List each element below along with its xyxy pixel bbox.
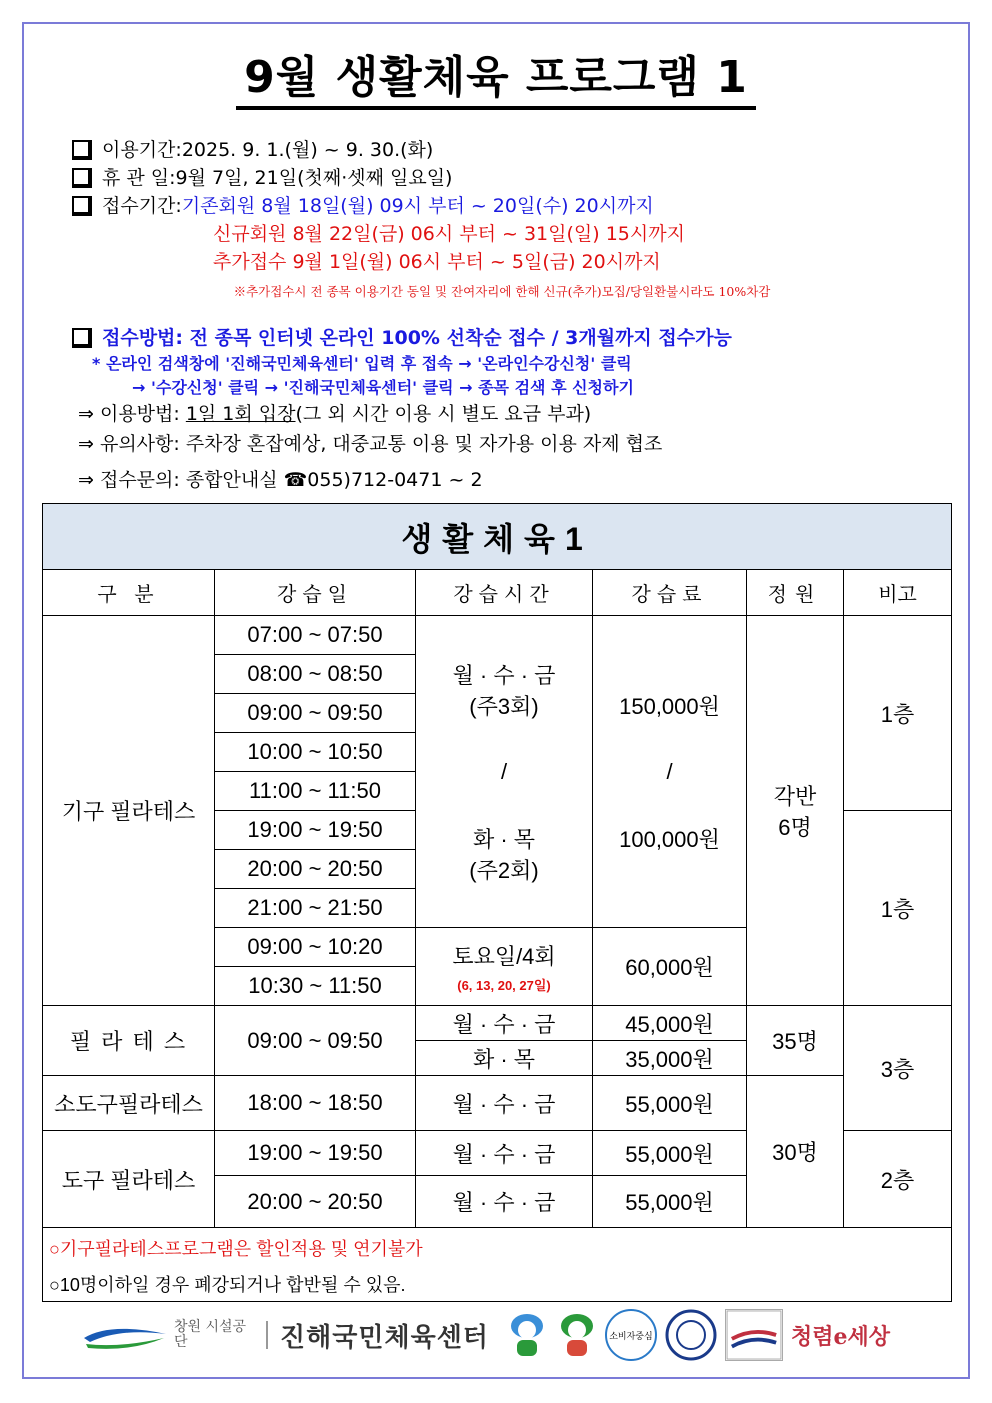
col-note: 비고 [844,570,952,616]
floor-cell: 2층 [844,1131,952,1228]
time-cell: 09:00 ~ 09:50 [215,1006,416,1076]
reg-note: ※추가접수시 전 종목 이용기간 동일 및 잔여자리에 한해 신규(추가)모집/당일환불시라도 10%차감 [233,284,771,299]
table-row [43,1076,952,1131]
fee-cell: 55,000원 [593,1076,747,1131]
table-heading: 생활체육1 [43,504,952,570]
time-cell: 09:00 ~ 09:50 [215,694,416,733]
col-days: 강습시간 [416,570,593,616]
page-title: 9월 생활체육 프로그램 1 [0,50,992,110]
mascot-icon [505,1310,549,1360]
slogan-logo: 청렴e세상 [790,1323,890,1350]
time-cell: 19:00 ~ 19:50 [215,811,416,850]
mascot-icon [555,1310,599,1360]
org-name-1: 창원 시설공단 [174,1319,247,1350]
time-cell: 10:30 ~ 11:50 [215,967,416,1006]
inquiry-line: ⇒ 접수문의: 종합안내실 ☎055)712-0471 ~ 2 [78,469,483,491]
days-cell: 월 · 수 · 금 [416,1006,593,1041]
reg-existing: 기존회원 8월 18일(월) 09시 부터 ~ 20일(수) 20시까지 [181,195,654,217]
days-cell: 월 · 수 · 금 [416,1131,593,1176]
schedule-table [42,503,952,1302]
days-cell: 월 · 수 · 금 [416,1176,593,1228]
days-cell: 월 · 수 · 금 [416,1076,593,1131]
time-cell: 10:00 ~ 10:50 [215,733,416,772]
consumer-badge-icon: 소비자중심 [605,1309,657,1361]
days-cell: 화 · 목 [416,1041,593,1076]
checkbox-icon [72,328,92,348]
period-line: 이용기간: 2025. 9. 1.(월) ~ 9. 30.(화) [72,136,952,164]
method-line: 접수방법: 전 종목 인터넷 온라인 100% 선착순 접수 / 3개월까지 접수가능 [72,324,952,352]
swoosh-logo-icon [80,1318,170,1352]
footer-logos [80,1305,940,1365]
table-row [43,616,952,655]
col-fee: 강습료 [593,570,747,616]
method-step1: * 온라인 검색창에 '진해국민체육센터' 입력 후 접속 → '온라인수강신청' 클릭 [92,354,632,373]
seal-badge-icon [665,1309,717,1361]
org-name-2: 진해국민체육센터 [280,1322,489,1353]
col-time: 강습일 [215,570,416,616]
info-section [72,136,952,496]
reg-additional: 추가접수 9월 1일(월) 06시 부터 ~ 5일(금) 20시까지 [213,251,661,273]
program-name: 필 라 테 스 [43,1006,215,1076]
reg-new: 신규회원 8월 22일(금) 06시 부터 ~ 31일(일) 15시까지 [213,223,685,245]
time-cell: 21:00 ~ 21:50 [215,889,416,928]
table-row [43,1006,952,1041]
footnote-1: ○기구필라테스프로그램은 할인적용 및 연기불가 [43,1228,952,1268]
time-cell: 09:00 ~ 10:20 [215,928,416,967]
col-category: 구 분 [43,570,215,616]
table-footnote-row [43,1228,952,1268]
time-cell: 20:00 ~ 20:50 [215,1176,416,1228]
checkbox-icon [72,168,92,188]
fee-cell: 150,000원 / 100,000원 [593,616,747,928]
table-footnote-row [43,1268,952,1302]
certification-badge-icon [725,1309,783,1361]
fee-cell: 55,000원 [593,1131,747,1176]
fee-cell: 55,000원 [593,1176,747,1228]
program-name: 기구 필라테스 [43,616,215,1006]
caution-line: ⇒ 유의사항: 주차장 혼잡예상, 대중교통 이용 및 자가용 이용 자제 협조 [78,433,663,455]
checkbox-icon [72,196,92,216]
registration-line: 접수기간: 기존회원 8월 18일(월) 09시 부터 ~ 20일(수) 20시까지 [72,192,952,220]
floor-cell: 3층 [844,1006,952,1131]
fee-cell: 35,000원 [593,1041,747,1076]
floor-cell: 1층 [844,811,952,1006]
program-name: 소도구필라테스 [43,1076,215,1131]
program-name: 도구 필라테스 [43,1131,215,1228]
capacity-cell: 각반 6명 [747,616,844,1006]
capacity-cell: 35명 [747,1006,844,1076]
time-cell: 07:00 ~ 07:50 [215,616,416,655]
closed-line: 휴 관 일: 9월 7일, 21일(첫째·셋째 일요일) [72,164,952,192]
method-step2: → '수강신청' 클릭 → '진해국민체육센터' 클릭 → 종목 검색 후 신청하기 [132,378,634,397]
use-line: ⇒ 이용방법: 1일 1회 입장(그 외 시간 이용 시 별도 요금 부과) [78,403,592,425]
checkbox-icon [72,140,92,160]
footnote-2: ○10명이하일 경우 폐강되거나 합반될 수 있음. [43,1268,952,1302]
capacity-cell: 30명 [747,1076,844,1228]
fee-cell: 45,000원 [593,1006,747,1041]
divider [266,1321,268,1349]
days-cell: 월 · 수 · 금 (주3회) / 화 · 목 (주2회) [416,616,593,928]
column-header-row [43,570,952,616]
time-cell: 11:00 ~ 11:50 [215,772,416,811]
floor-cell: 1층 [844,616,952,811]
days-cell: 토요일/4회 (6, 13, 20, 27일) [416,928,593,1006]
time-cell: 08:00 ~ 08:50 [215,655,416,694]
fee-cell: 60,000원 [593,928,747,1006]
time-cell: 19:00 ~ 19:50 [215,1131,416,1176]
col-capacity: 정원 [747,570,844,616]
time-cell: 18:00 ~ 18:50 [215,1076,416,1131]
time-cell: 20:00 ~ 20:50 [215,850,416,889]
